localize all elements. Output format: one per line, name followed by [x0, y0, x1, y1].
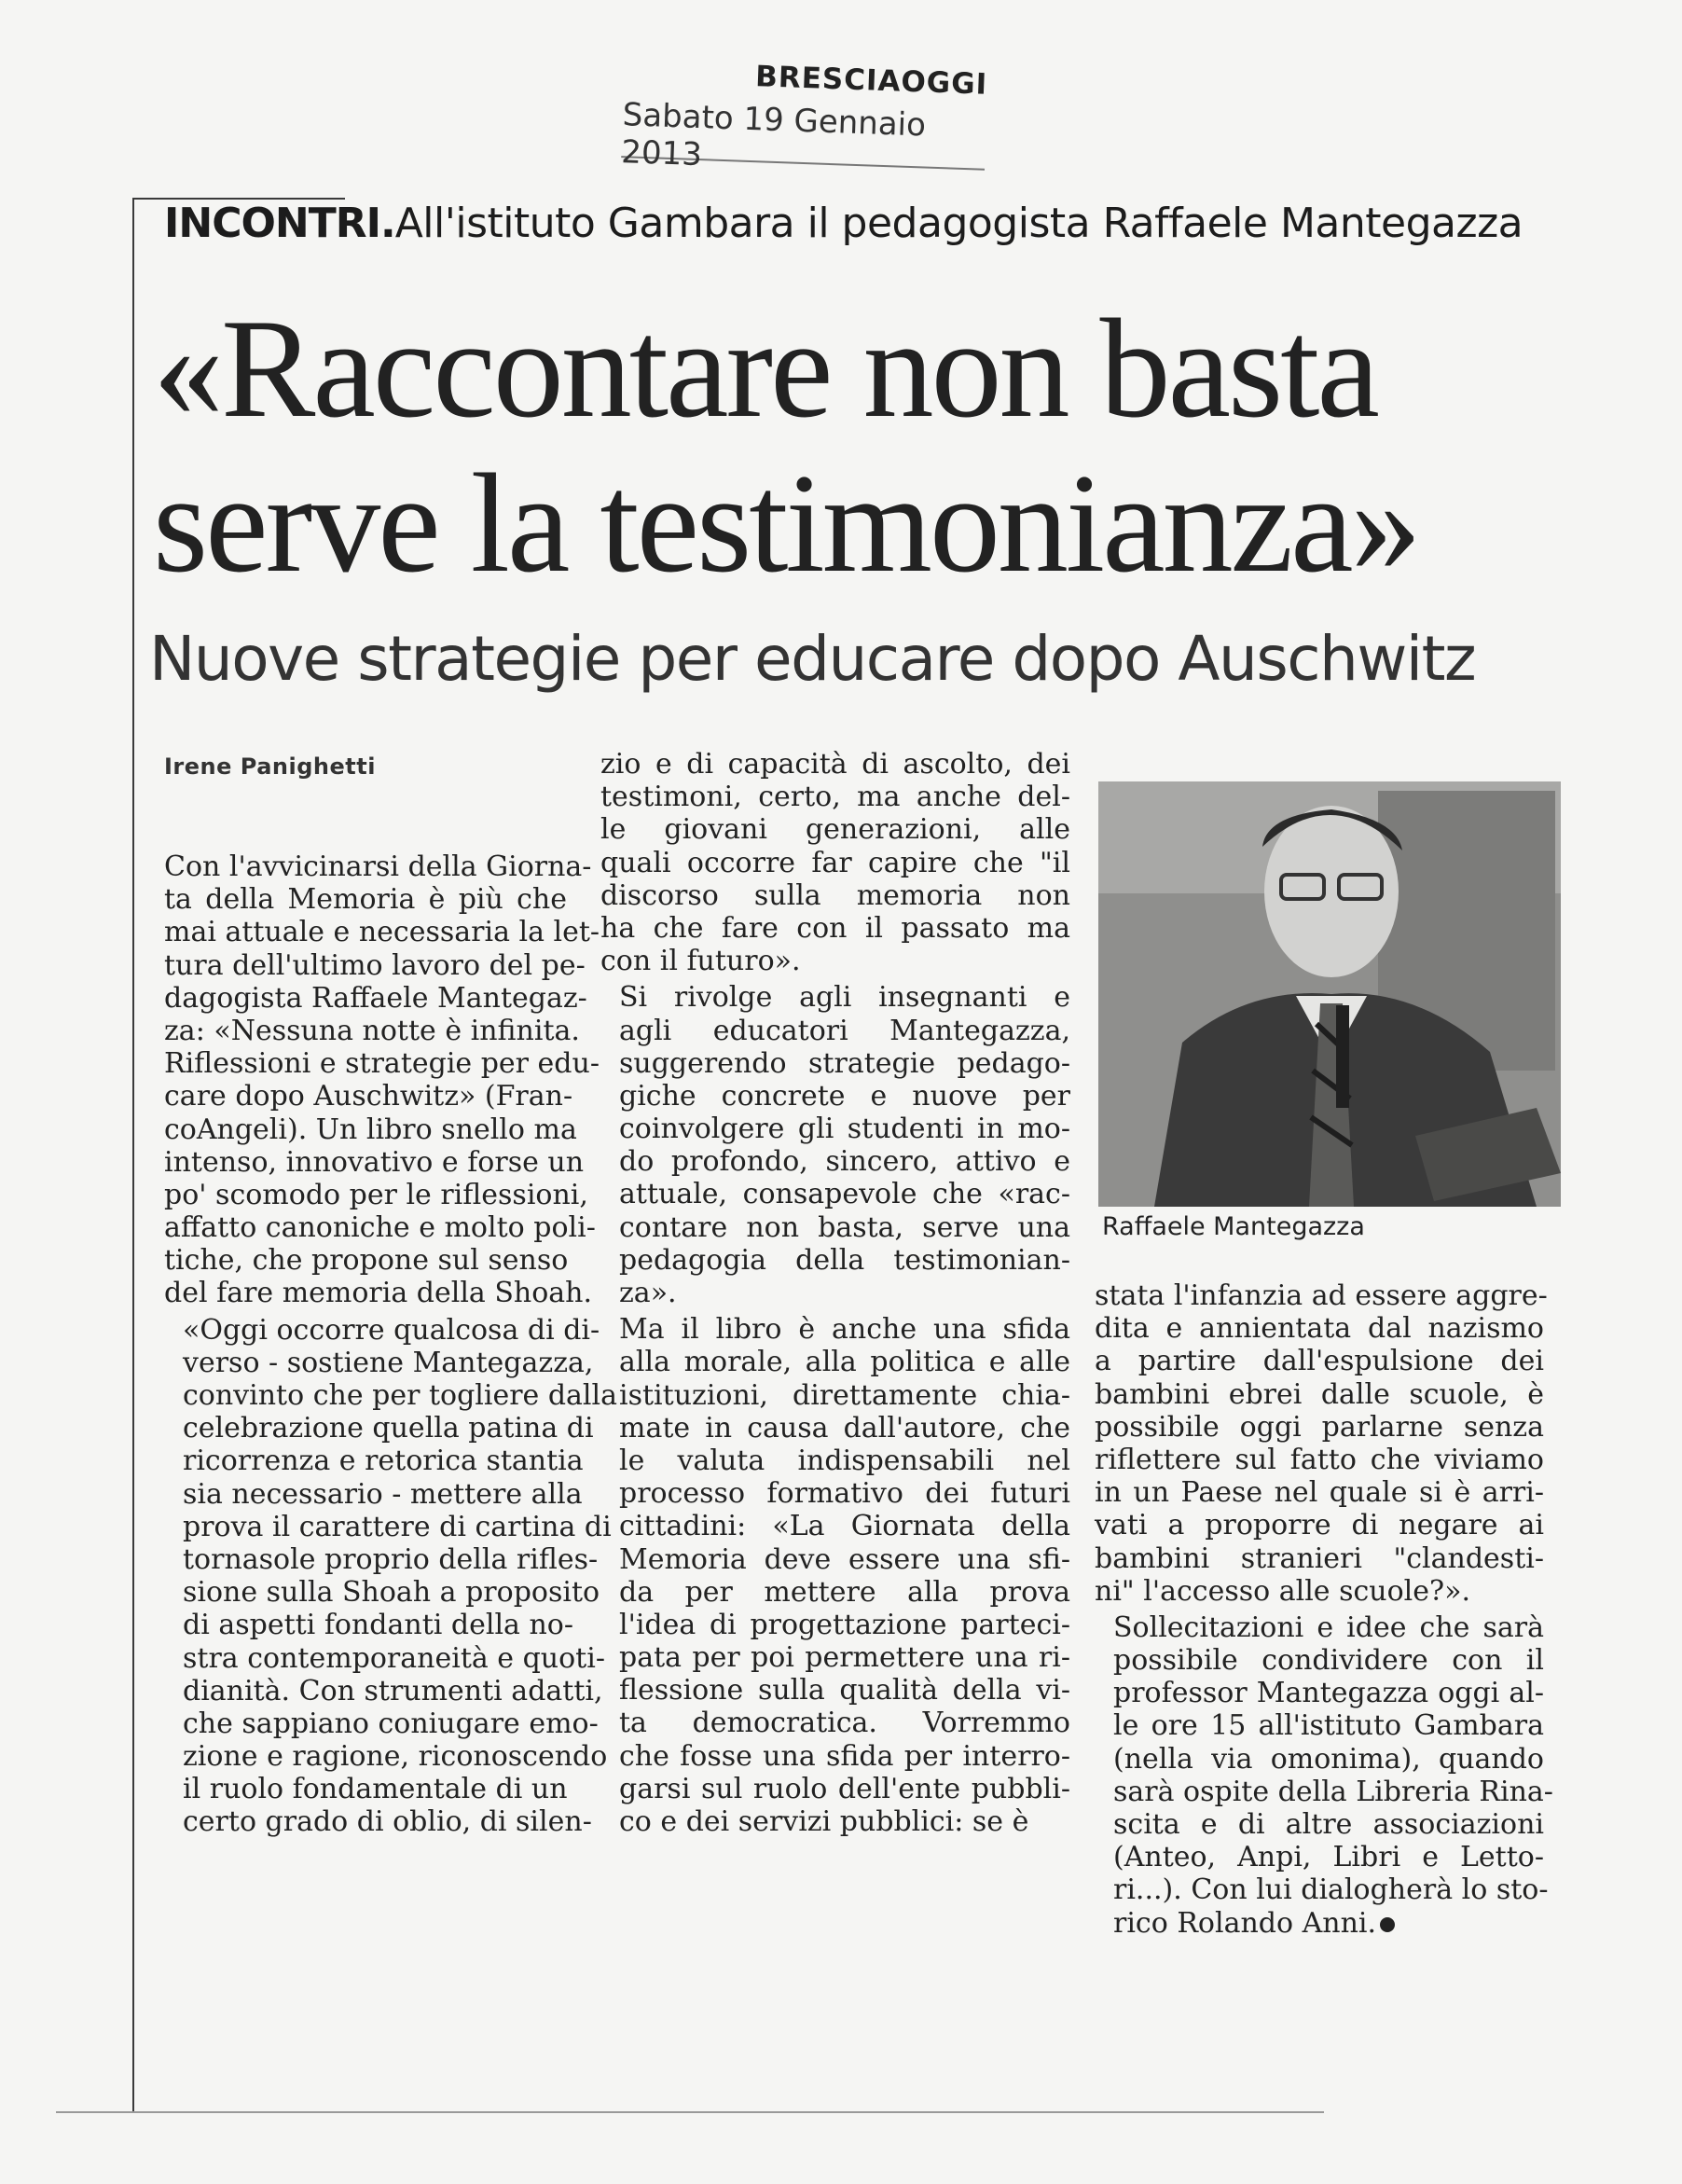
- article-line: da per mettere alla prova: [619, 1575, 1070, 1609]
- article-line: attuale, consapevole che «rac-: [619, 1178, 1070, 1211]
- article-paragraph: [1095, 1279, 1548, 1608]
- author-photo: [1098, 781, 1561, 1207]
- article-line: processo formativo dei futuri: [619, 1477, 1070, 1511]
- article-line: flessione sulla qualità della vi-: [619, 1674, 1070, 1707]
- article-line: bambini ebrei dalle scuole, è: [1095, 1377, 1544, 1411]
- article-line: le giovani generazioni, alle: [600, 813, 1070, 847]
- article-paragraph: [1095, 1610, 1553, 1940]
- article-line: Sollecitazioni e idee che sarà: [1113, 1610, 1544, 1644]
- article-line: dita e annientata dal nazismo: [1095, 1312, 1544, 1346]
- article-line: rico Rolando Anni.: [1095, 1907, 1544, 1940]
- article-line: le valuta indispensabili nel: [619, 1444, 1070, 1477]
- article-line: ricorrenza e retorica stantia: [183, 1444, 584, 1478]
- article-line: prova il carattere di cartina di: [183, 1510, 612, 1543]
- article-line: pata per poi permettere una ri-: [619, 1641, 1070, 1675]
- article-line: sione sulla Shoah a proposito: [183, 1576, 600, 1610]
- article-line: ha che fare con il passato ma: [600, 911, 1070, 945]
- article-line: professor Mantegazza oggi al-: [1113, 1677, 1544, 1710]
- article-line: a partire dall'espulsione dei: [1095, 1345, 1544, 1378]
- article-line: sarà ospite della Libreria Rina-: [1113, 1775, 1553, 1808]
- article-line: coinvolgere gli studenti in mo-: [619, 1113, 1070, 1146]
- article-line: ri...). Con lui dialogherà lo sto-: [1113, 1873, 1549, 1907]
- article-paragraph: [600, 981, 1070, 1309]
- article-line: agli educatori Mantegazza,: [619, 1014, 1070, 1047]
- kicker-text: All'istituto Gambara il pedagogista Raffaele Mantegazza: [394, 200, 1523, 247]
- article-line: ni" l'accesso alle scuole?».: [1095, 1574, 1470, 1608]
- article-line: in un Paese nel quale si è arri-: [1095, 1476, 1544, 1510]
- article-line: riflettere sul fatto che viviamo: [1095, 1443, 1544, 1476]
- article-line: certo grado di oblio, di silen-: [183, 1805, 592, 1839]
- article-line: coAngeli). Un libro snello ma: [164, 1113, 577, 1146]
- article-line: sia necessario - mettere alla: [183, 1477, 583, 1511]
- article-line: giche concrete e nuove per: [619, 1079, 1070, 1113]
- article-column-2: [600, 748, 1070, 1838]
- article-line: (nella via omonima), quando: [1113, 1742, 1544, 1776]
- article-line: scita e di altre associazioni: [1113, 1808, 1544, 1841]
- article-line: tura dell'ultimo lavoro del pe-: [164, 948, 586, 982]
- article-line: testimoni, certo, ma anche del-: [600, 781, 1070, 814]
- article-line: do profondo, sincero, attivo e: [619, 1145, 1070, 1179]
- headline-line-1: «Raccontare non basta: [153, 290, 1377, 447]
- article-line: verso - sostiene Mantegazza,: [183, 1346, 594, 1379]
- article-line: discorso sulla memoria non: [600, 878, 1070, 912]
- article-line: alla morale, alla politica e alle: [619, 1346, 1070, 1379]
- newspaper-name: BRESCIAOGGI: [754, 60, 988, 102]
- article-line: ta della Memoria è più che: [164, 883, 567, 917]
- article-line: dagogista Raffaele Mantegaz-: [164, 981, 587, 1015]
- headline-line-2: serve la testimonianza»: [153, 445, 1419, 601]
- article-line: del fare memoria della Shoah.: [164, 1277, 593, 1310]
- article-line: dianità. Con strumenti adatti,: [183, 1674, 603, 1707]
- article-line: (Anteo, Anpi, Libri e Letto-: [1113, 1841, 1544, 1874]
- article-line: pedagogia della testimonian-: [619, 1243, 1070, 1277]
- article-line: intenso, innovativo e forse un: [164, 1145, 585, 1179]
- kicker: [164, 196, 1544, 252]
- article-line: Ma il libro è anche una sfida: [619, 1313, 1070, 1347]
- byline: Irene Panighetti: [164, 753, 376, 780]
- article-line: mate in causa dall'autore, che: [619, 1411, 1070, 1444]
- article-line: il ruolo fondamentale di un: [183, 1773, 568, 1806]
- article-line: possibile oggi parlarne senza: [1095, 1410, 1544, 1444]
- article-line: stata l'infanzia ad essere aggre-: [1095, 1279, 1548, 1312]
- article-line: suggerendo strategie pedago-: [619, 1046, 1070, 1080]
- article-line: convinto che per togliere dalla: [183, 1379, 618, 1412]
- article-line: cittadini: «La Giornata della: [619, 1510, 1070, 1543]
- article-line: di aspetti fondanti della no-: [183, 1609, 573, 1642]
- article-line: possibile condividere con il: [1113, 1644, 1544, 1678]
- article-line: care dopo Auschwitz» (Fran-: [164, 1080, 573, 1113]
- article-line: Riflessioni e strategie per edu-: [164, 1047, 600, 1081]
- article-line: le ore 15 all'istituto Gambara: [1113, 1709, 1544, 1743]
- article-line: mai attuale e necessaria la let-: [164, 916, 600, 949]
- end-of-article-mark: [1380, 1917, 1395, 1932]
- article-paragraph: [600, 1313, 1070, 1838]
- article-line: che fosse una sfida per interro-: [619, 1739, 1070, 1773]
- headline: [153, 291, 1607, 601]
- subheadline: Nuove strategie per educare dopo Auschwitz: [149, 623, 1476, 695]
- article-line: «Oggi occorre qualcosa di di-: [183, 1313, 600, 1347]
- article-line: bambini stranieri "clandesti-: [1095, 1541, 1544, 1575]
- article-line: Memoria deve essere una sfi-: [619, 1542, 1070, 1576]
- article-line: vati a proporre di negare ai: [1095, 1509, 1544, 1542]
- article-line: za».: [619, 1277, 677, 1309]
- article-line: za: «Nessuna notte è infinita.: [164, 1014, 580, 1047]
- article-line: con il futuro».: [600, 945, 801, 978]
- article-column-3: [1095, 1279, 1553, 1940]
- article-line: affatto canoniche e molto poli-: [164, 1211, 596, 1245]
- article-line: stra contemporaneità e quoti-: [183, 1641, 605, 1675]
- article-line: Con l'avvicinarsi della Giorna-: [164, 850, 592, 883]
- frame-rule-left: [132, 200, 134, 2111]
- article-line: garsi sul ruolo dell'ente pubbli-: [619, 1772, 1070, 1805]
- kicker-label: INCONTRI.: [164, 200, 395, 247]
- article-line: zio e di capacità di ascolto, dei: [600, 748, 1070, 781]
- article-line: quali occorre far capire che "il: [600, 846, 1070, 879]
- author-photo-image: [1098, 781, 1561, 1207]
- frame-rule-bottom: [56, 2111, 1324, 2113]
- article-line: tiche, che propone sul senso: [164, 1244, 569, 1278]
- article-line: co e dei servizi pubblici: se è: [619, 1805, 1029, 1838]
- article-paragraph: [600, 748, 1070, 977]
- article-paragraph: [164, 850, 600, 1310]
- masthead: [620, 55, 988, 174]
- publication-date: Sabato 19 Gennaio 2013: [620, 96, 927, 174]
- article-line: celebrazione quella patina di: [183, 1412, 594, 1445]
- article-line: tornasole proprio della rifles-: [183, 1542, 599, 1576]
- article-line: che sappiano coniugare emo-: [183, 1707, 599, 1740]
- article-line: zione e ragione, riconoscendo: [183, 1740, 608, 1774]
- article-line: istituzioni, direttamente chia-: [619, 1378, 1070, 1412]
- article-line: l'idea di progettazione parteci-: [619, 1608, 1070, 1641]
- article-line: contare non basta, serve una: [619, 1210, 1070, 1244]
- photo-caption: Raffaele Mantegazza: [1102, 1212, 1365, 1241]
- article-line: Si rivolge agli insegnanti e: [619, 981, 1070, 1015]
- article-line: ta democratica. Vorremmo: [619, 1707, 1070, 1740]
- article-column-1: [164, 850, 618, 1839]
- article-line: po' scomodo per le riflessioni,: [164, 1178, 588, 1211]
- article-paragraph: [164, 1313, 618, 1839]
